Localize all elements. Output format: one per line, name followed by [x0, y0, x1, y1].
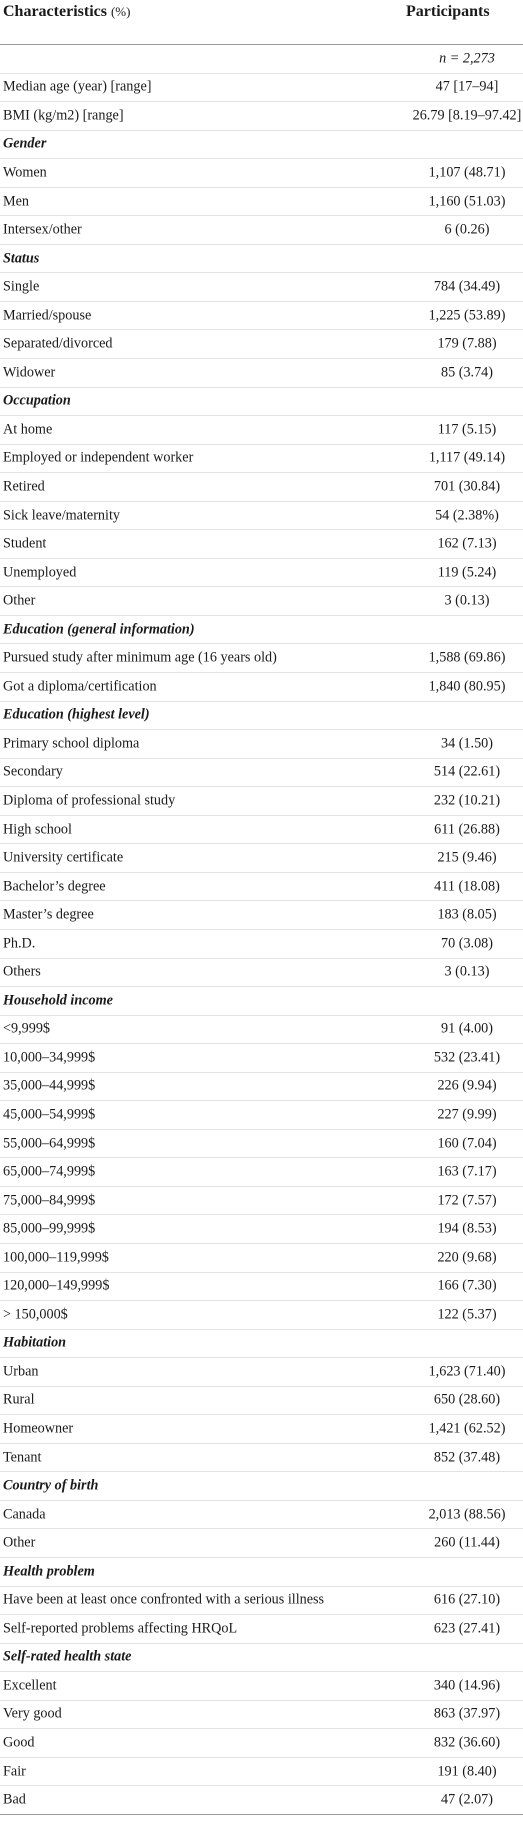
category-label: Country of birth — [3, 1477, 99, 1494]
row-value: 34 (1.50) — [440, 735, 493, 752]
row-label: Diploma of professional study — [3, 792, 176, 809]
table-row — [0, 730, 523, 759]
category-row — [0, 245, 523, 274]
row-value: 2,013 (88.56) — [428, 1506, 506, 1523]
row-label: Intersex/other — [3, 221, 82, 238]
row-value: 1,160 (51.03) — [428, 193, 506, 209]
row-value: 26.79 [8.19–97.42] — [412, 107, 522, 124]
row-label: Single — [3, 278, 40, 295]
row-label: Tenant — [3, 1449, 42, 1466]
category-label: Household income — [3, 992, 113, 1009]
category-label: Education (general information) — [3, 621, 195, 638]
table-row — [0, 1501, 523, 1530]
row-value: 411 (18.08) — [434, 878, 500, 895]
table-row — [0, 273, 523, 302]
row-label: High school — [3, 821, 72, 838]
table-row — [0, 1444, 523, 1473]
row-label: University certificate — [3, 849, 124, 866]
row-label: Widower — [3, 364, 56, 381]
category-row — [0, 388, 523, 417]
table-row — [0, 302, 523, 331]
row-value: 852 (37.48) — [433, 1449, 501, 1466]
table-row — [0, 1244, 523, 1273]
row-value: 47 (2.07) — [440, 1791, 493, 1808]
category-label: Self-rated health state — [3, 1648, 132, 1665]
row-value: 160 (7.04) — [437, 1135, 497, 1152]
table-row — [0, 1073, 523, 1102]
category-row — [0, 1644, 523, 1673]
row-label: Have been at least once confronted with a serious illness — [3, 1591, 325, 1608]
row-label: BMI (kg/m2) [range] — [3, 107, 124, 124]
row-value: 119 (5.24) — [437, 564, 497, 581]
row-label: Employed or independent worker — [3, 449, 194, 466]
row-value: 117 (5.15) — [437, 421, 497, 438]
row-label: Men — [3, 193, 30, 209]
row-label: At home — [3, 421, 53, 438]
row-label: Other — [3, 592, 36, 609]
row-label: Master’s degree — [3, 906, 94, 923]
row-value: 3 (0.13) — [444, 592, 490, 609]
category-label: Education (highest level) — [3, 706, 150, 723]
row-value: 172 (7.57) — [437, 1192, 497, 1209]
category-label: Occupation — [3, 392, 71, 409]
table-row — [0, 188, 523, 217]
table-header — [0, 0, 523, 45]
row-value: 179 (7.88) — [437, 335, 497, 352]
row-value: 227 (9.99) — [437, 1106, 497, 1123]
row-value: 3 (0.13) — [444, 963, 490, 980]
row-value: 215 (9.46) — [437, 849, 497, 866]
table-row — [0, 959, 523, 988]
row-label: Other — [3, 1534, 36, 1551]
table-row — [0, 1215, 523, 1244]
category-row — [0, 616, 523, 645]
category-label: Status — [3, 250, 40, 267]
row-value: 166 (7.30) — [437, 1277, 497, 1294]
row-label: Fair — [3, 1763, 26, 1780]
category-label: Health problem — [3, 1563, 95, 1580]
row-value: 1,588 (69.86) — [428, 649, 506, 666]
row-value: 191 (8.40) — [437, 1763, 497, 1780]
table-row — [0, 787, 523, 816]
category-row — [0, 702, 523, 731]
row-value: 650 (28.60) — [433, 1391, 501, 1408]
row-label: Rural — [3, 1391, 35, 1408]
row-value: 1,117 (49.14) — [428, 449, 506, 466]
row-label: Got a diploma/certification — [3, 678, 157, 695]
row-value: 54 (2.38%) — [435, 507, 499, 524]
category-row — [0, 1558, 523, 1587]
row-value: 232 (10.21) — [433, 792, 501, 809]
table-row — [0, 45, 523, 74]
row-label: 45,000–54,999$ — [3, 1106, 96, 1123]
row-value: 611 (26.88) — [434, 821, 500, 838]
row-value: 832 (36.60) — [433, 1734, 501, 1751]
table-row — [0, 1358, 523, 1387]
table-row — [0, 759, 523, 788]
table-row — [0, 1529, 523, 1558]
table-row — [0, 416, 523, 445]
table-row — [0, 502, 523, 531]
row-value: 70 (3.08) — [440, 935, 493, 952]
row-label: Canada — [3, 1506, 46, 1523]
row-value: 1,623 (71.40) — [428, 1363, 506, 1380]
row-value: 623 (27.41) — [433, 1620, 501, 1637]
category-row — [0, 1472, 523, 1501]
row-value: 514 (22.61) — [433, 763, 501, 780]
row-label: Unemployed — [3, 564, 77, 581]
table-row — [0, 74, 523, 103]
row-label: > 150,000$ — [3, 1306, 68, 1323]
row-label: Bachelor’s degree — [3, 878, 106, 895]
row-value: 163 (7.17) — [437, 1163, 497, 1180]
table-row — [0, 359, 523, 388]
row-label: Urban — [3, 1363, 39, 1380]
row-label: Married/spouse — [3, 307, 92, 324]
table-row — [0, 445, 523, 474]
row-value: 1,107 (48.71) — [428, 164, 506, 181]
row-label: Primary school diploma — [3, 735, 140, 752]
table-row — [0, 1758, 523, 1787]
row-value: 1,421 (62.52) — [428, 1420, 506, 1437]
row-value: n = 2,273 — [439, 50, 495, 67]
table-row — [0, 816, 523, 845]
table-row — [0, 1101, 523, 1130]
category-row — [0, 131, 523, 160]
table-row — [0, 587, 523, 616]
table-row — [0, 102, 523, 131]
row-label: 65,000–74,999$ — [3, 1163, 96, 1180]
table-row — [0, 1729, 523, 1758]
row-value: 122 (5.37) — [437, 1306, 497, 1323]
row-label: Pursued study after minimum age (16 years old) — [3, 649, 277, 666]
row-label: Sick leave/maternity — [3, 507, 121, 524]
table-row — [0, 644, 523, 673]
participants-header: Participants — [406, 3, 490, 20]
table-row — [0, 530, 523, 559]
characteristics-header — [3, 3, 130, 21]
table-row — [0, 1130, 523, 1159]
table-row — [0, 1301, 523, 1330]
table-row — [0, 473, 523, 502]
table-row — [0, 1044, 523, 1073]
table-row — [0, 559, 523, 588]
row-value: 6 (0.26) — [444, 221, 490, 238]
table-row — [0, 901, 523, 930]
category-row — [0, 987, 523, 1016]
table-row — [0, 1387, 523, 1416]
row-value: 194 (8.53) — [437, 1220, 497, 1237]
row-label: Student — [3, 535, 47, 552]
row-label: 100,000–119,999$ — [3, 1249, 109, 1266]
row-value: 162 (7.13) — [437, 535, 497, 552]
table-row — [0, 1187, 523, 1216]
table-row — [0, 873, 523, 902]
row-label: <9,999$ — [3, 1020, 51, 1037]
table-row — [0, 1587, 523, 1616]
row-label: Women — [3, 164, 47, 181]
characteristics-label: Characteristics — [3, 3, 107, 20]
table-row — [0, 1615, 523, 1644]
category-label: Habitation — [3, 1334, 67, 1351]
table-row — [0, 159, 523, 188]
row-value: 260 (11.44) — [434, 1534, 500, 1551]
table-row — [0, 1415, 523, 1444]
row-value: 1,840 (80.95) — [428, 678, 506, 695]
row-label: Very good — [3, 1705, 62, 1722]
table-body — [0, 45, 523, 1815]
row-value: 784 (34.49) — [433, 278, 501, 295]
row-label: Ph.D. — [3, 935, 36, 952]
row-value: 85 (3.74) — [440, 364, 493, 381]
table-row — [0, 673, 523, 702]
table-row — [0, 1158, 523, 1187]
table-row — [0, 1672, 523, 1701]
row-value: 616 (27.10) — [433, 1591, 501, 1608]
row-label: 120,000–149,999$ — [3, 1277, 110, 1294]
category-row — [0, 1330, 523, 1359]
row-label: Excellent — [3, 1677, 57, 1694]
row-value: 532 (23.41) — [433, 1049, 501, 1066]
row-value: 183 (8.05) — [437, 906, 497, 923]
row-value: 226 (9.94) — [437, 1077, 497, 1094]
unit-label: (%) — [110, 4, 131, 19]
row-label: 10,000–34,999$ — [3, 1049, 96, 1066]
row-value: 91 (4.00) — [440, 1020, 493, 1037]
row-value: 1,225 (53.89) — [428, 307, 506, 324]
row-label: Homeowner — [3, 1420, 74, 1437]
row-label: Others — [3, 963, 41, 980]
row-label: Separated/divorced — [3, 335, 113, 352]
row-value: 863 (37.97) — [433, 1705, 501, 1722]
table-row — [0, 1273, 523, 1302]
table-row — [0, 1016, 523, 1045]
category-label: Gender — [3, 135, 47, 152]
row-label: Self-reported problems affecting HRQoL — [3, 1620, 238, 1637]
table-row — [0, 844, 523, 873]
row-value: 340 (14.96) — [433, 1677, 501, 1694]
row-label: 35,000–44,999$ — [3, 1077, 96, 1094]
row-label: Retired — [3, 478, 45, 495]
row-label: 75,000–84,999$ — [3, 1192, 96, 1209]
row-label: Median age (year) [range] — [3, 78, 152, 95]
row-label: Secondary — [3, 763, 63, 780]
row-label: Good — [3, 1734, 35, 1751]
table-row — [0, 216, 523, 245]
row-label: 55,000–64,999$ — [3, 1135, 96, 1152]
table-row — [0, 930, 523, 959]
table-row — [0, 330, 523, 359]
row-value: 220 (9.68) — [437, 1249, 497, 1266]
row-label: 85,000–99,999$ — [3, 1220, 96, 1237]
row-label: Bad — [3, 1791, 26, 1808]
row-value: 701 (30.84) — [433, 478, 501, 495]
table-row — [0, 1786, 523, 1815]
row-value: 47 [17–94] — [435, 78, 499, 95]
table-row — [0, 1701, 523, 1730]
